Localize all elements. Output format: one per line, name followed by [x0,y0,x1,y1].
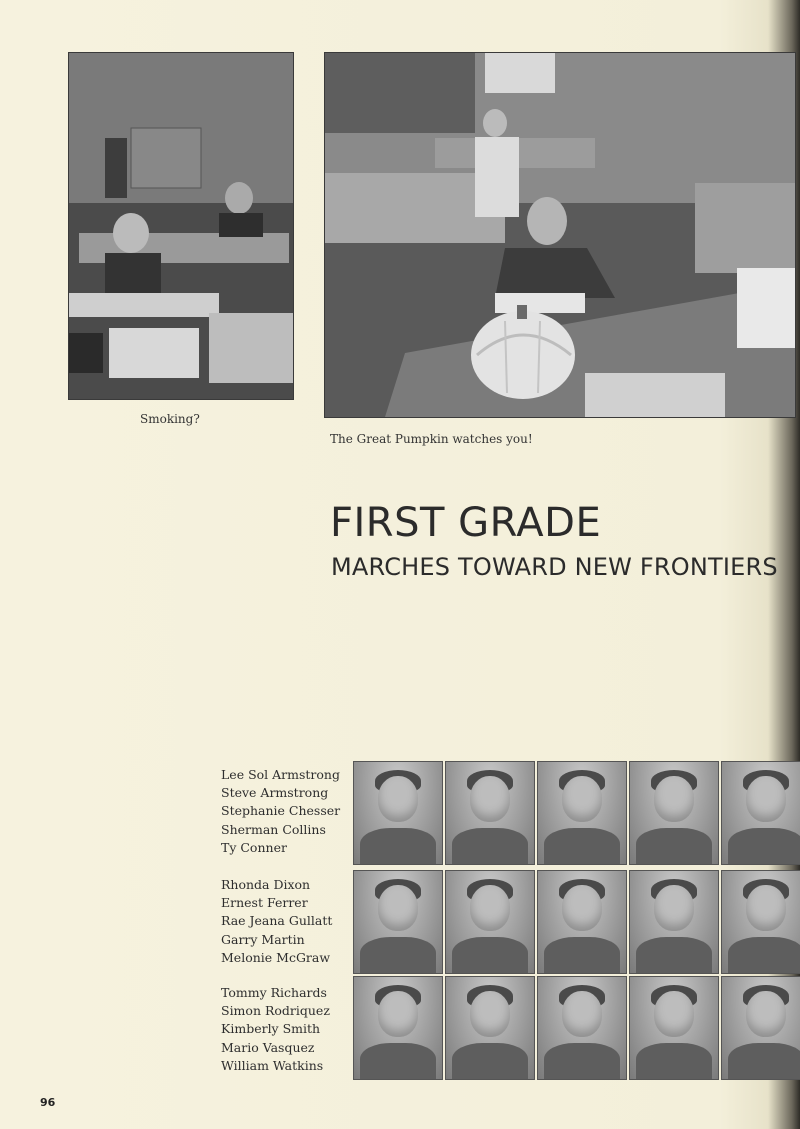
caption-right: The Great Pumpkin watches you! [330,432,533,446]
student-name: Steve Armstrong [221,785,329,801]
student-name: Sherman Collins [221,821,326,837]
face-shape [654,776,694,822]
face-shape [654,991,694,1037]
student-portrait [353,870,443,974]
shoulders-shape [544,1043,620,1080]
student-portrait [721,761,800,865]
shoulders-shape [728,828,800,865]
student-portrait [445,870,535,974]
student-name: Mario Vasquez [221,1039,315,1055]
caption-left: Smoking? [140,412,200,426]
student-name: Kimberly Smith [221,1021,321,1037]
face-shape [470,776,510,822]
student-portrait [353,761,443,865]
student-portrait [445,976,535,1080]
student-portrait-grid [353,761,800,1083]
page-title: FIRST GRADE [330,500,602,546]
student-name: William Watkins [221,1057,324,1073]
student-name: Rhonda Dixon [221,877,311,892]
student-portrait [721,976,800,1080]
shoulders-shape [728,1043,800,1080]
student-names-row-2 [221,876,332,967]
student-portrait [537,870,627,974]
face-shape [654,885,694,931]
student-name: Lee Sol Armstrong [221,767,340,782]
student-portrait [537,761,627,865]
shoulders-shape [636,828,712,865]
student-name: Ty Conner [221,839,287,855]
student-names-row-3 [221,984,330,1075]
student-portrait [721,870,800,974]
face-shape [562,885,602,931]
face-shape [562,991,602,1037]
classroom-photo-left [68,52,294,400]
shoulders-shape [360,828,436,865]
student-portrait [629,870,719,974]
shoulders-shape [452,1043,528,1080]
face-shape [746,991,786,1037]
classroom-scene-left [69,53,293,399]
face-shape [470,885,510,931]
student-name: Garry Martin [221,931,305,947]
shoulders-shape [452,828,528,865]
shoulders-shape [728,937,800,974]
student-portrait [629,976,719,1080]
face-shape [746,776,786,822]
student-name: Tommy Richards [221,985,327,1000]
student-portrait [445,761,535,865]
page-number: 96 [40,1096,56,1109]
student-name: Simon Rodriquez [221,1003,330,1019]
student-name: Stephanie Chesser [221,803,341,819]
face-shape [746,885,786,931]
page-subtitle: MARCHES TOWARD NEW FRONTIERS [331,553,778,581]
student-portrait [629,761,719,865]
student-portrait [537,976,627,1080]
student-portrait [353,976,443,1080]
shoulders-shape [360,1043,436,1080]
student-name: Melonie McGraw [221,949,331,965]
student-name: Ernest Ferrer [221,895,308,911]
shoulders-shape [636,937,712,974]
shoulders-shape [360,937,436,974]
classroom-photo-right [324,52,796,418]
face-shape [470,991,510,1037]
face-shape [378,776,418,822]
shoulders-shape [544,828,620,865]
student-names-row-1 [221,766,340,857]
shoulders-shape [544,937,620,974]
face-shape [562,776,602,822]
shoulders-shape [452,937,528,974]
face-shape [378,991,418,1037]
face-shape [378,885,418,931]
shoulders-shape [636,1043,712,1080]
student-name: Rae Jeana Gullatt [221,913,333,929]
classroom-scene-right [325,53,795,417]
